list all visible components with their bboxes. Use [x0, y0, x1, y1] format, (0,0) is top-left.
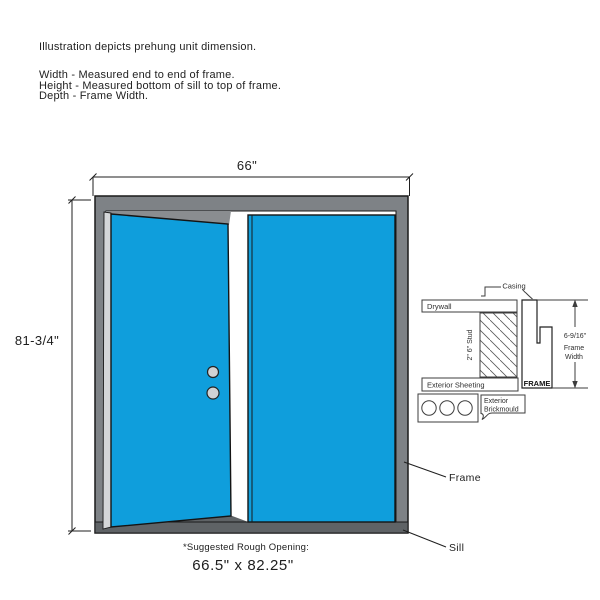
- frame-width-word1: Frame: [563, 345, 585, 352]
- brickmould-circle: [458, 401, 472, 415]
- width-dimension-label: 66": [236, 158, 258, 173]
- height-dimension-label: 81-3/4": [14, 333, 60, 348]
- jamb-cross-section: [418, 281, 588, 423]
- right-door-panel: [248, 215, 395, 522]
- description-height: Height - Measured bottom of sill to top of frame.: [39, 79, 282, 92]
- description-intro: Illustration depicts prehung unit dimension.: [39, 41, 257, 53]
- frame-callout: [404, 462, 481, 484]
- deadbolt-knob: [208, 367, 219, 378]
- rough-opening-label: *Suggested Rough Opening:: [183, 542, 309, 553]
- brickmould-circle: [422, 401, 436, 415]
- brickmould-label-line1: Exterior: [484, 398, 509, 405]
- frame-profile-label: FRAME: [523, 379, 551, 388]
- stud-label: 2" 6" Stud: [467, 329, 474, 361]
- door-knob: [207, 387, 219, 399]
- door-unit: [95, 196, 408, 533]
- exterior-sheeting-label: Exterior Sheeting: [427, 380, 485, 390]
- description-width: Width - Measured end to end of frame.: [39, 68, 235, 81]
- brickmould-label-line2: Brickmould: [484, 406, 519, 414]
- sill-callout-label: Sill: [449, 542, 465, 554]
- drywall-label: Drywall: [427, 302, 452, 311]
- brickmould-circle: [440, 401, 454, 415]
- stud-box: [480, 313, 517, 377]
- frame-width-value: 6-9/16": [563, 333, 587, 340]
- rough-opening-value: 66.5" x 82.25": [192, 557, 294, 574]
- casing-label: Casing: [502, 281, 526, 291]
- frame-profile: [522, 300, 552, 388]
- height-dimension: [15, 197, 91, 535]
- sill-callout: [403, 530, 464, 554]
- frame-width-word2: Width: [565, 354, 583, 361]
- description-depth: Depth - Frame Width.: [39, 90, 149, 103]
- frame-callout-label: Frame: [449, 472, 481, 484]
- rough-opening-note: [183, 542, 309, 574]
- left-door-edge: [103, 212, 111, 529]
- width-dimension: [90, 158, 414, 196]
